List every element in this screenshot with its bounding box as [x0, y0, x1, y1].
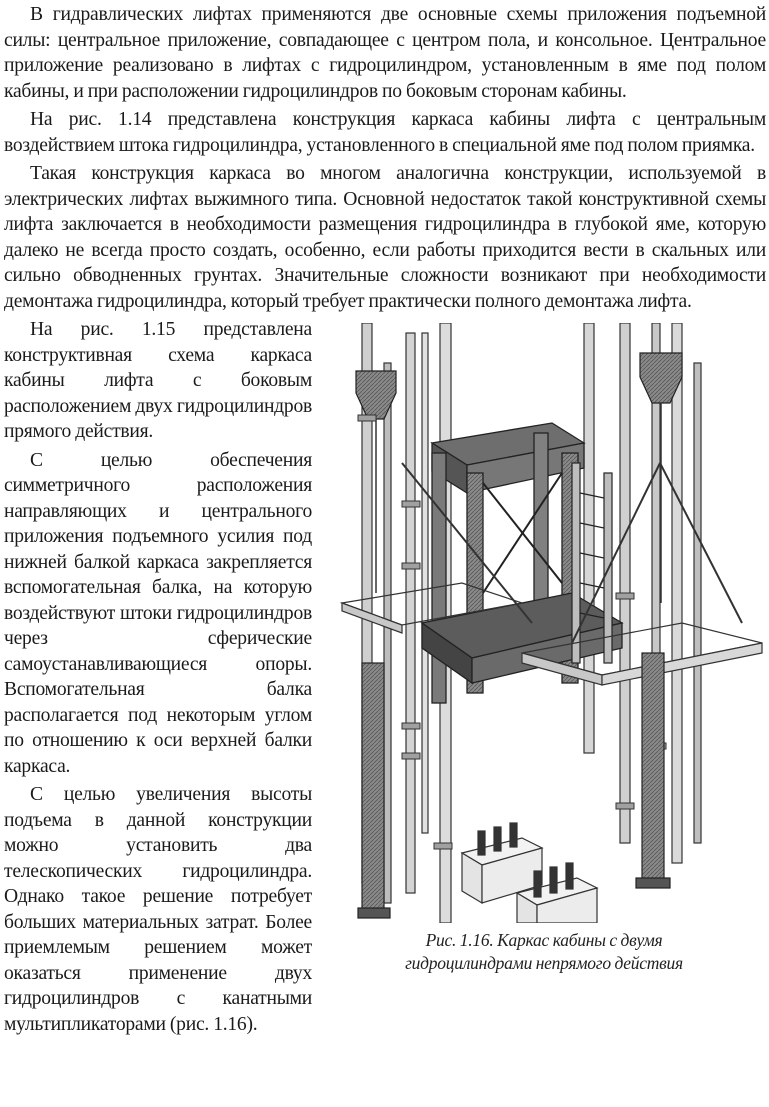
paragraph-6: С целью увеличения высоты подъема в данной конструкции можно установить два телескопических гидроцилиндра. Однако такое решение потребует больших материальных затрат. Более приемлемым решением может оказаться применение двух гидроцилиндров с канатными мультипликаторами (рис. 1.16).	[4, 784, 312, 1035]
paragraph-3-text: Такая конструкция каркаса во многом аналогична конструкции, используемой в электрических лифтах выжимного типа. Основной недостаток такой конструктивной схемы лифта заключается в необходимости размещения гидроцилиндра в глубокой яме, которую далеко не всегда просто создать, особенно, если работы приходится вести в скальных или сильно обводненных грунтах. Значительные сложности возникают при необходимости демонтажа гидроцилиндра, который требует практически полного демонтажа лифта.	[4, 163, 766, 312]
figure-caption	[322, 929, 766, 975]
paragraph-1: В гидравлических лифтах применяются две основные схемы приложения подъемной силы: центральное приложение, совпадающее с центром пола, и консольное. Центральное приложение реализовано в лифтах с гидроцилиндром, установленным в яме под полом кабины, и при расположении гидроцилиндров по боковым сторонам кабины.	[4, 4, 766, 102]
body-text	[4, 2, 766, 1040]
caption-line-1: Рис. 1.16. Каркас кабины с двумя	[425, 930, 663, 950]
right-hydraulic-cylinder	[636, 653, 670, 888]
paragraph-4: На рис. 1.15 представлена конструктивная схема каркаса кабины лифта с боковым расположением двух гидроцилиндров прямого действия.	[4, 319, 312, 442]
caption-line-2: гидроцилиндрами непрямого действия	[405, 953, 683, 973]
lift-frame-drawing	[322, 323, 766, 923]
paragraph-3	[4, 161, 766, 314]
paragraph-5: С целью обеспечения симметричного расположения направляющих и центрального приложения подъемного усилия под нижней балкой каркаса закрепляется вспомогательная балка, на которую воздействуют штоки гидроцилиндров через сферические самоустанавливающиеся опоры. Вспомогательная балка располагается под некоторым углом по отношению к оси верхней балки каркаса.	[4, 449, 312, 777]
buffer-blocks	[462, 823, 597, 923]
figure-1-16	[322, 323, 766, 998]
paragraph-2: На рис. 1.14 представлена конструкция каркаса кабины лифта с центральным воздействием штока гидроцилиндра, установленного в специальной яме под полом приямка.	[4, 109, 766, 156]
